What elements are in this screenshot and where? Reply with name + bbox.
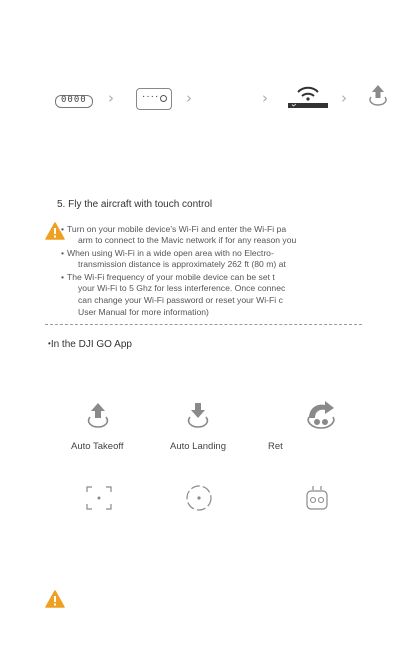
note-line: transmission distance is approximately 262 ft (80 m) at <box>78 259 286 269</box>
note-line: can change your Wi-Fi password or reset your Wi-Fi c <box>78 295 283 305</box>
wifi-router-icon <box>287 84 329 110</box>
note-wifi-password: • Turn on your mobile device's Wi-Fi and enter the Wi-Fi pa <box>61 224 287 234</box>
note-wifi-frequency: • The Wi-Fi frequency of your mobile device can be set t <box>61 272 275 282</box>
note-line: your Wi-Fi to 5 Ghz for less interference. Once connec <box>78 283 286 293</box>
app-section-heading: •In the DJI GO App <box>48 339 132 350</box>
landing-icon <box>185 402 211 430</box>
device-dots: ···· <box>142 91 160 102</box>
step-title: 5. Fly the aircraft with touch control <box>57 199 213 210</box>
note-line: arm to connect to the Mavic network if for any reason you <box>78 235 297 245</box>
note-line: User Manual for more information) <box>78 307 209 317</box>
tapfly-icon <box>185 484 213 512</box>
auto-takeoff-label: Auto Takeoff <box>71 441 124 452</box>
chevron-right-icon: › <box>186 89 192 107</box>
note-wifi-distance: • When using Wi-Fi in a wide open area with no Electro- <box>61 248 274 258</box>
focus-frame-icon <box>86 486 112 510</box>
return-home-icon <box>305 400 337 430</box>
note-line: When using Wi-Fi in a wide open area with no Electro- <box>67 248 274 258</box>
takeoff-icon <box>367 84 389 108</box>
battery-level-marks: 0000 <box>61 95 87 105</box>
chevron-right-icon: › <box>341 89 347 107</box>
note-line: Turn on your mobile device's Wi-Fi and enter the Wi-Fi pa <box>67 224 287 234</box>
dashed-divider <box>45 324 362 325</box>
note-line: The Wi-Fi frequency of your mobile device can be set t <box>67 272 275 282</box>
warning-icon <box>45 590 65 608</box>
return-home-label: Ret <box>268 441 283 452</box>
app-section-heading-text: In the DJI GO App <box>50 339 132 350</box>
takeoff-icon <box>85 402 111 430</box>
battery-icon <box>55 95 93 108</box>
remote-device-icon <box>136 88 172 110</box>
chevron-right-icon: › <box>262 89 268 107</box>
auto-landing-label: Auto Landing <box>170 441 226 452</box>
chevron-right-icon: › <box>108 89 114 107</box>
gesture-icon <box>305 485 329 511</box>
